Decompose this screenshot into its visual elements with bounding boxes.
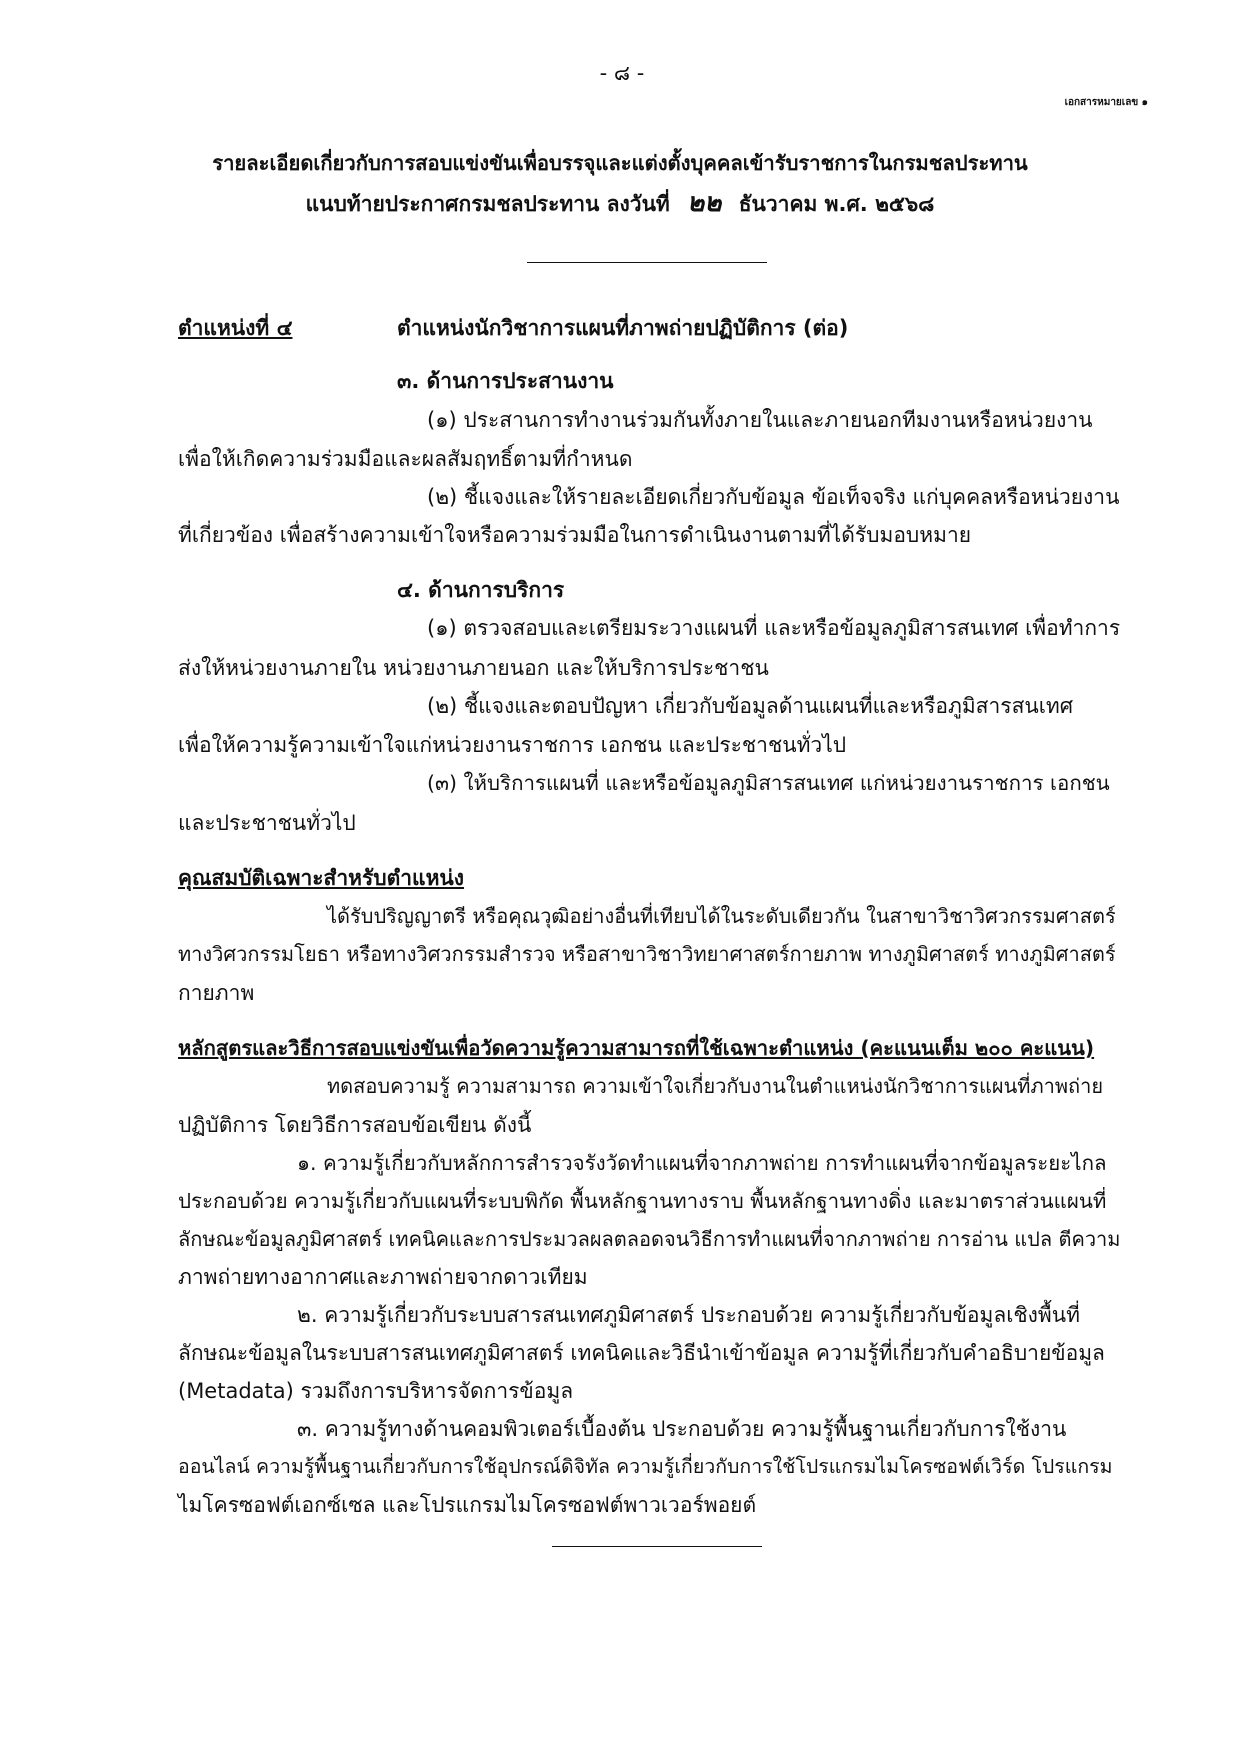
- exam-p1-line4: ภาพถ่ายทางอากาศและภาพถ่ายจากดาวเทียม: [178, 1265, 588, 1289]
- qualifications-line3: กายภาพ: [178, 981, 255, 1005]
- title-line2-text: แนบท้ายประกาศกรมชลประทาน ลงวันที่: [305, 192, 670, 216]
- exam-p1-line3: ลักษณะข้อมูลภูมิศาสตร์ เทคนิคและการประมวลผลตลอดจนวิธีการทำแผนที่จากภาพถ่าย การอ่าน แปล ตีความ: [178, 1227, 1121, 1251]
- exam-p2-line3: (Metadata) รวมถึงการบริหารจัดการข้อมูล: [178, 1379, 574, 1403]
- exam-p1-line1: ๑. ความรู้เกี่ยวกับหลักการสำรวจรังวัดทำแผนที่จากภาพถ่าย การทำแผนที่จากข้อมูลระยะไกล: [297, 1151, 1107, 1175]
- exam-intro-line1: ทดสอบความรู้ ความสามารถ ความเข้าใจเกี่ยวกับงานในตำแหน่งนักวิชาการแผนที่ภาพถ่าย: [327, 1074, 1104, 1098]
- position-label: ตำแหน่งที่ ๔: [178, 316, 293, 340]
- section4-item2-line1: (๒) ชี้แจงและตอบปัญหา เกี่ยวกับข้อมูลด้านแผนที่และหรือภูมิสารสนเทศ: [427, 694, 1074, 718]
- exam-p3-line2: ออนไลน์ ความรู้พื้นฐานเกี่ยวกับการใช้อุปกรณ์ดิจิทัล ความรู้เกี่ยวกับการใช้โปรแกรมไมโครซอฟต์เวิร์ด โปรแกรม: [178, 1455, 1113, 1478]
- position-title: ตำแหน่งนักวิชาการแผนที่ภาพถ่ายปฏิบัติการ (ต่อ): [397, 316, 849, 340]
- document-title-line1: รายละเอียดเกี่ยวกับการสอบแข่งขันเพื่อบรรจุและแต่งตั้งบุคคลเข้ารับราชการในกรมชลประทาน: [212, 151, 1028, 175]
- exam-p2-line2: ลักษณะข้อมูลในระบบสารสนเทศภูมิศาสตร์ เทคนิคและวิธีนำเข้าข้อมูล ความรู้ที่เกี่ยวกับคำอธิบายข้อมูล: [178, 1341, 1105, 1365]
- title-line2-date: ธันวาคม พ.ศ. ๒๕๖๘: [738, 192, 935, 216]
- section4-item3-line2: และประชาชนทั่วไป: [178, 811, 356, 835]
- section3-item1-line2: เพื่อให้เกิดความร่วมมือและผลสัมฤทธิ์ตามที่กำหนด: [178, 447, 633, 471]
- section3-item2-line2: ที่เกี่ยวข้อง เพื่อสร้างความเข้าใจหรือความร่วมมือในการดำเนินงานตามที่ได้รับมอบหมาย: [178, 523, 972, 547]
- section4-item2-line2: เพื่อให้ความรู้ความเข้าใจแก่หน่วยงานราชการ เอกชน และประชาชนทั่วไป: [178, 733, 847, 757]
- exam-p2-line1: ๒. ความรู้เกี่ยวกับระบบสารสนเทศภูมิศาสตร์ ประกอบด้วย ความรู้เกี่ยวกับข้อมูลเชิงพื้นที่: [297, 1303, 1080, 1327]
- title-divider: [527, 262, 767, 263]
- section3-heading: ๓. ด้านการประสานงาน: [397, 369, 614, 393]
- section4-item3-line1: (๓) ให้บริการแผนที่ และหรือข้อมูลภูมิสารสนเทศ แก่หน่วยงานราชการ เอกชน: [427, 771, 1110, 795]
- exam-intro-line2: ปฏิบัติการ โดยวิธีการสอบข้อเขียน ดังนี้: [178, 1113, 532, 1137]
- page-number: - ๘ -: [599, 61, 645, 85]
- document-reference: เอกสารหมายเลข ๑: [1064, 97, 1148, 108]
- section3-item1-line1: (๑) ประสานการทำงานร่วมกันทั้งภายในและภายนอกทีมงานหรือหน่วยงาน: [427, 408, 1093, 432]
- section4-item1-line1: (๑) ตรวจสอบและเตรียมระวางแผนที่ และหรือข้อมูลภูมิสารสนเทศ เพื่อทำการ: [427, 616, 1121, 640]
- signed-day: ๒๒: [687, 188, 722, 218]
- section3-item2-line1: (๒) ชี้แจงและให้รายละเอียดเกี่ยวกับข้อมูล ข้อเท็จจริง แก่บุคคลหรือหน่วยงาน: [427, 485, 1120, 509]
- qualifications-heading: คุณสมบัติเฉพาะสำหรับตำแหน่ง: [178, 866, 465, 890]
- section4-item1-line2: ส่งให้หน่วยงานภายใน หน่วยงานภายนอก และให้บริการประชาชน: [178, 656, 769, 680]
- exam-heading: หลักสูตรและวิธีการสอบแข่งขันเพื่อวัดความรู้ความสามารถที่ใช้เฉพาะตำแหน่ง (คะแนนเต็ม ๒๐๐ คะแนน): [178, 1036, 1095, 1060]
- exam-p1-line2: ประกอบด้วย ความรู้เกี่ยวกับแผนที่ระบบพิกัด พื้นหลักฐานทางราบ พื้นหลักฐานทางดิ่ง และมาตราส่วนแผนที่: [178, 1189, 1107, 1213]
- exam-p3-line1: ๓. ความรู้ทางด้านคอมพิวเตอร์เบื้องต้น ประกอบด้วย ความรู้พื้นฐานเกี่ยวกับการใช้งาน: [297, 1417, 1067, 1441]
- qualifications-line2: ทางวิศวกรรมโยธา หรือทางวิศวกรรมสำรวจ หรือสาขาวิชาวิทยาศาสตร์กายภาพ ทางภูมิศาสตร์ ทางภูมิศาสตร์: [178, 942, 1116, 966]
- end-divider: [552, 1546, 762, 1547]
- document-title-line2: [160, 188, 1080, 219]
- exam-p3-line3: ไมโครซอฟต์เอกซ์เซล และโปรแกรมไมโครซอฟต์พาวเวอร์พอยต์: [178, 1493, 757, 1517]
- qualifications-line1: ได้รับปริญญาตรี หรือคุณวุฒิอย่างอื่นที่เทียบได้ในระดับเดียวกัน ในสาขาวิชาวิศวกรรมศาสตร์: [327, 904, 1116, 928]
- section4-heading: ๔. ด้านการบริการ: [397, 578, 565, 602]
